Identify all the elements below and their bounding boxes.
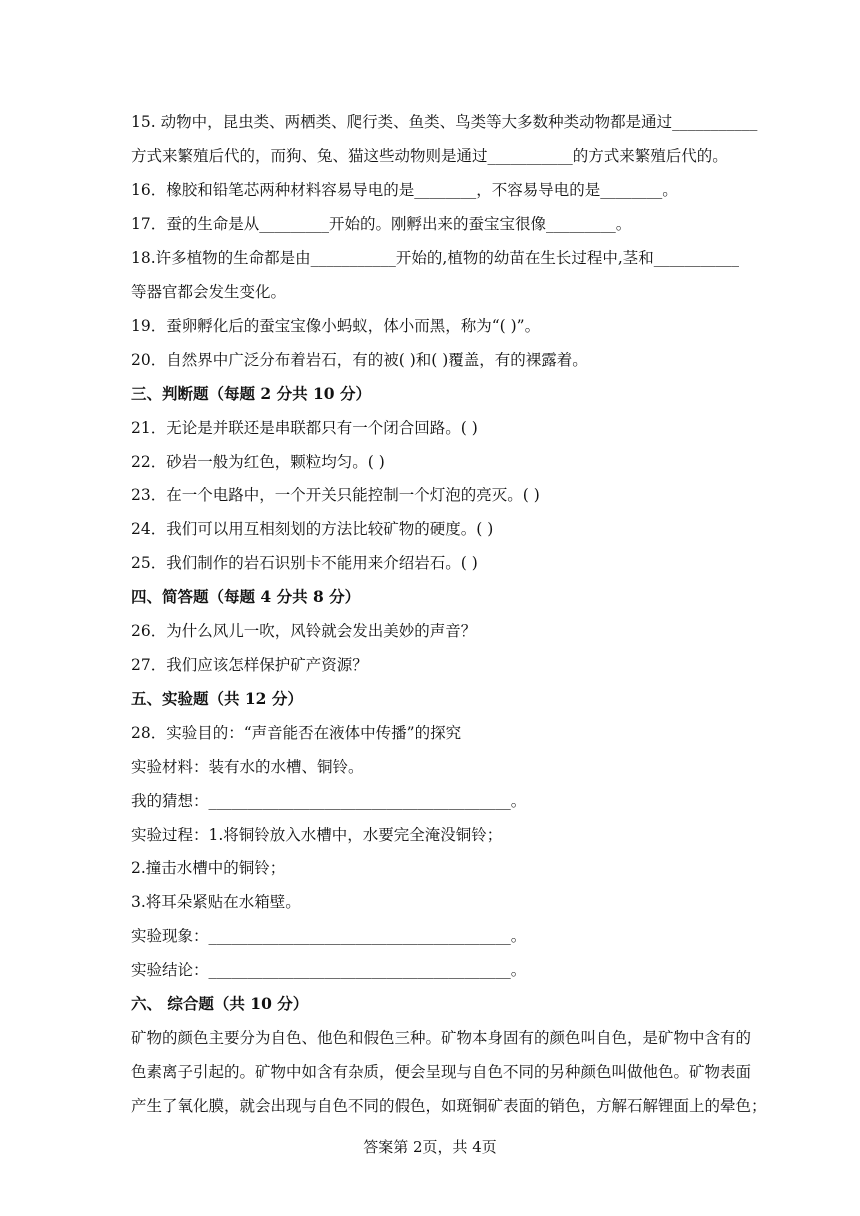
question-15-line-2: 方式来繁殖后代的，而狗、兔、猫这些动物则是通过___________的方式来繁殖后代的。: [131, 147, 728, 165]
experiment-phenomenon: 实验现象：_______________________________________。: [131, 927, 527, 945]
paragraph-line-3: 产生了氧化膜，就会出现与自色不同的假色，如斑铜矿表面的销色，方解石解锂面上的晕色；: [131, 1097, 767, 1115]
question-18-line-2: 等器官都会发生变化。: [131, 283, 287, 301]
question-19: 19．蚕卵孵化后的蚕宝宝像小蚂蚁，体小而黑，称为“( )”。: [131, 317, 541, 335]
experiment-materials: 实验材料：装有水的水槽、铜铃。: [131, 758, 364, 776]
paragraph-line-2: 色素离子引起的。矿物中如含有杂质，便会呈现与自色不同的另种颜色叫做他色。矿物表面: [131, 1063, 752, 1081]
question-16: 16．橡胶和铅笔芯两种材料容易导电的是________，不容易导电的是________。: [131, 181, 678, 199]
experiment-process-1: 实验过程：1.将铜铃放入水槽中，水要完全淹没铜铃；: [131, 826, 503, 844]
experiment-process-3: 3.将耳朵紧贴在水箱壁。: [131, 893, 301, 911]
section-3-heading: 三、判断题（每题 2 分共 10 分）: [131, 384, 371, 403]
question-20: 20．自然界中广泛分布着岩石，有的被( )和( )覆盖，有的裸露着。: [131, 351, 588, 369]
experiment-conclusion: 实验结论：_______________________________________。: [131, 961, 527, 979]
question-17: 17．蚕的生命是从_________开始的。刚孵出来的蚕宝宝很像_________。: [131, 215, 632, 233]
question-25: 25．我们制作的岩石识别卡不能用来介绍岩石。( ): [131, 554, 478, 572]
page-footer: 答案第 2页，共 4页: [363, 1138, 497, 1156]
question-21: 21．无论是并联还是串联都只有一个闭合回路。( ): [131, 419, 478, 437]
question-15-line-1: 15. 动物中，昆虫类、两栖类、爬行类、鱼类、鸟类等大多数种类动物都是通过___________: [131, 113, 758, 131]
question-22: 22．砂岩一般为红色，颗粒均匀。( ): [131, 453, 385, 471]
section-6-heading: 六、 综合题（共 10 分）: [131, 994, 309, 1013]
question-26: 26．为什么风儿一吹，风铃就会发出美妙的声音？: [131, 622, 477, 640]
question-23: 23．在一个电路中，一个开关只能控制一个灯泡的亮灭。( ): [131, 486, 540, 504]
experiment-guess: 我的猜想：_______________________________________。: [131, 792, 527, 810]
section-5-heading: 五、实验题（共 12 分）: [131, 689, 303, 708]
question-18-line-1: 18.许多植物的生命都是由___________开始的,植物的幼苗在生长过程中,茎和___________: [131, 249, 740, 267]
experiment-process-2: 2.撞击水槽中的铜铃；: [131, 859, 286, 877]
question-28: 28．实验目的：“声音能否在液体中传播”的探究: [131, 724, 462, 742]
question-27: 27．我们应该怎样保护矿产资源？: [131, 656, 368, 674]
section-4-heading: 四、简答题（每题 4 分共 8 分）: [131, 587, 361, 606]
question-24: 24．我们可以用互相刻划的方法比较矿物的硬度。( ): [131, 520, 494, 538]
paragraph-line-1: 矿物的颜色主要分为自色、他色和假色三种。矿物本身固有的颜色叫自色，是矿物中含有的: [131, 1029, 752, 1047]
